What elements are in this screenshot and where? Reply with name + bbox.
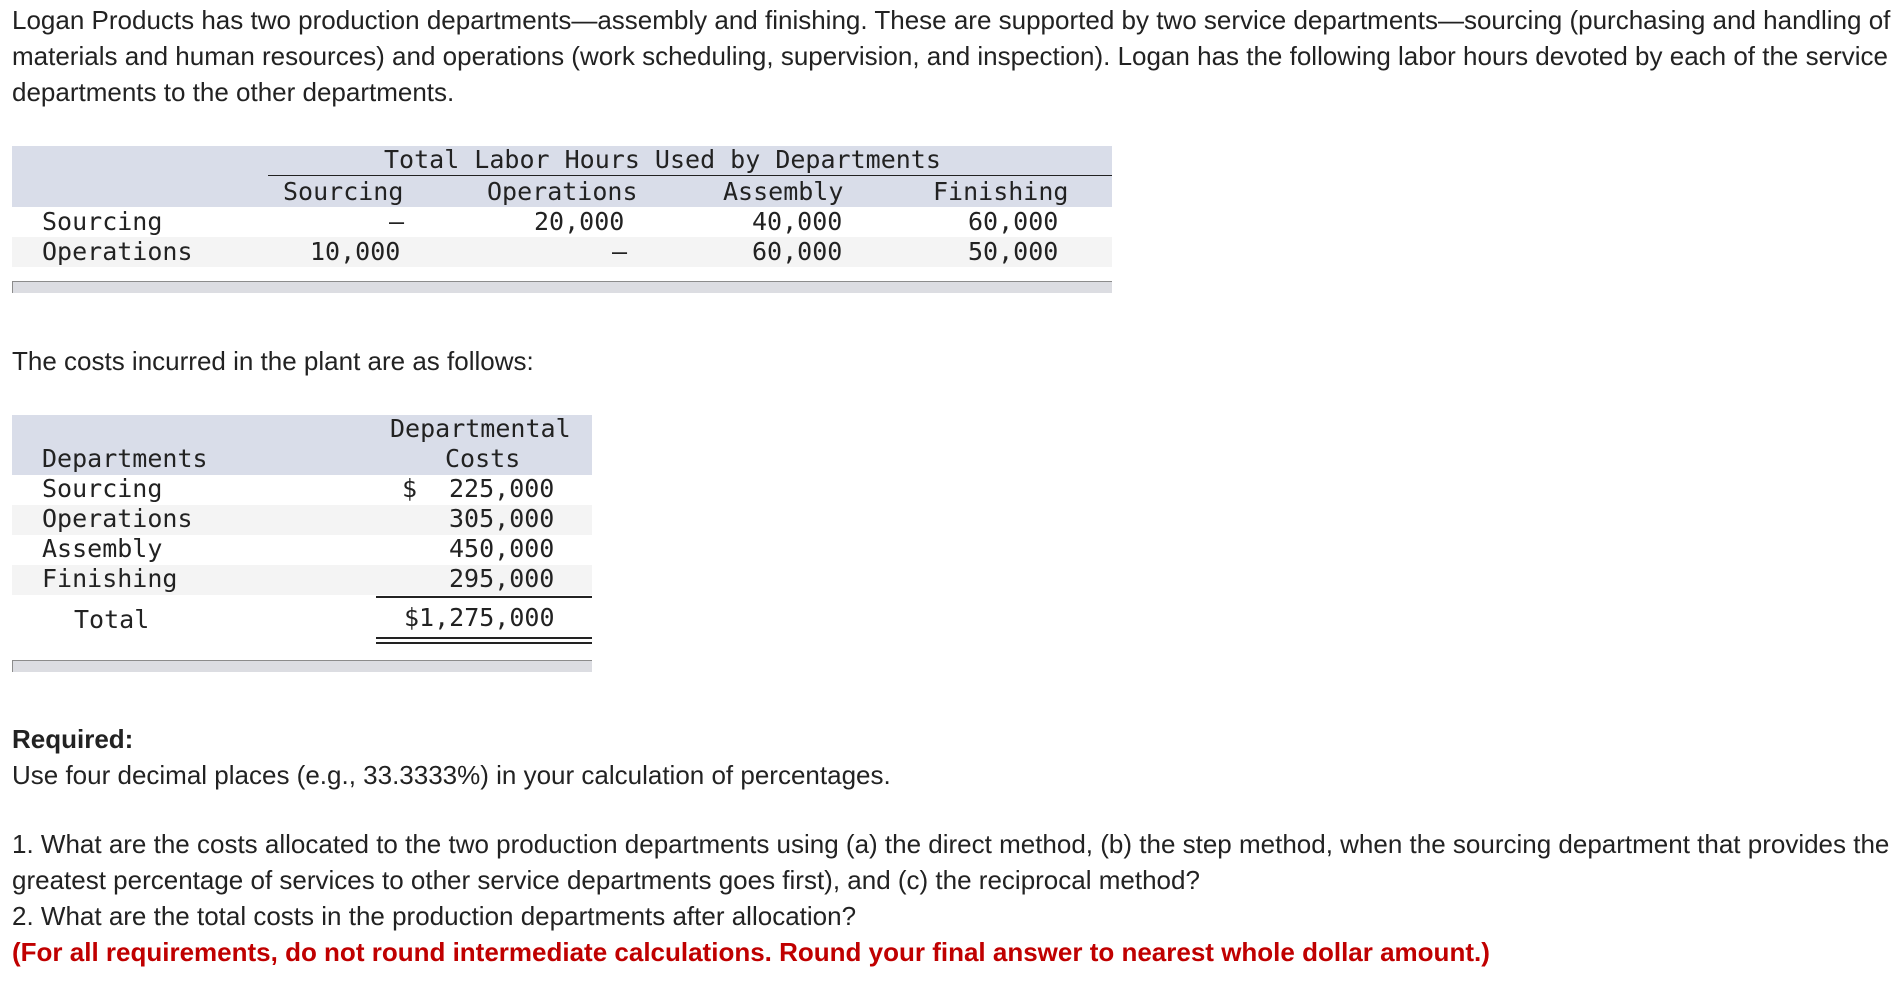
cost-total-double-rule-top [376, 637, 592, 639]
cost-total-double-rule-bottom [376, 642, 592, 644]
costs-intro-text: The costs incurred in the plant are as follows: [12, 346, 534, 376]
cost-value-operations: 305,000 [449, 504, 555, 533]
required-heading: Required: [12, 724, 134, 754]
cost-row-label-finishing: Finishing [42, 564, 178, 593]
labor-sourcing-to-finishing: 60,000 [968, 207, 1059, 236]
cost-row-header: Departments [42, 444, 208, 473]
labor-title-underline [268, 175, 1112, 176]
labor-col-assembly: Assembly [723, 177, 844, 206]
cost-currency-symbol: $ [402, 474, 418, 503]
labor-sourcing-to-sourcing: – [389, 207, 405, 236]
cost-table-scrollbar[interactable] [12, 660, 592, 672]
cost-row-label-sourcing: Sourcing [42, 474, 163, 503]
labor-col-finishing: Finishing [933, 177, 1069, 206]
rounding-note: (For all requirements, do not round intermediate calculations. Round your final answer to nearest whole dollar amount.) [12, 937, 1490, 967]
cost-subtotal-rule [376, 596, 592, 598]
labor-table-scrollbar[interactable] [12, 281, 1112, 293]
labor-table-title: Total Labor Hours Used by Departments [384, 145, 941, 174]
cost-row-label-operations: Operations [42, 504, 193, 533]
labor-row-label-sourcing: Sourcing [42, 207, 163, 236]
labor-operations-to-sourcing: 10,000 [310, 237, 401, 266]
labor-col-sourcing: Sourcing [283, 177, 404, 206]
intro-paragraph: Logan Products has two production departments—assembly and finishing. These are supported by two service departments—sourcing (purchasing and handling of materials and human resources) and operations (work scheduling, supervision, and inspection). Logan has the following labor hours devoted by each of the service departments to the other departments. [12, 5, 1891, 107]
cost-col-header-line2: Costs [445, 444, 521, 473]
cost-total-value: $1,275,000 [404, 603, 555, 632]
labor-row-label-operations: Operations [42, 237, 193, 266]
cost-value-finishing: 295,000 [449, 564, 555, 593]
question-1: 1. What are the costs allocated to the two production departments using (a) the direct method, (b) the step method, when the sourcing department that provides the greatest percentage of services to other service departments goes first), and (c) the reciprocal method? [12, 829, 1890, 895]
question-2: 2. What are the total costs in the production departments after allocation? [12, 901, 857, 931]
labor-sourcing-to-assembly: 40,000 [752, 207, 843, 236]
labor-operations-to-operations: – [612, 237, 628, 266]
labor-col-operations: Operations [487, 177, 638, 206]
cost-col-header-line1: Departmental [390, 414, 571, 443]
required-instruction: Use four decimal places (e.g., 33.3333%) in your calculation of percentages. [12, 760, 891, 790]
labor-operations-to-finishing: 50,000 [968, 237, 1059, 266]
cost-value-assembly: 450,000 [449, 534, 555, 563]
cost-row-label-assembly: Assembly [42, 534, 163, 563]
labor-sourcing-to-operations: 20,000 [534, 207, 625, 236]
labor-operations-to-assembly: 60,000 [752, 237, 843, 266]
cost-total-label: Total [74, 605, 150, 634]
cost-value-sourcing: 225,000 [449, 474, 555, 503]
